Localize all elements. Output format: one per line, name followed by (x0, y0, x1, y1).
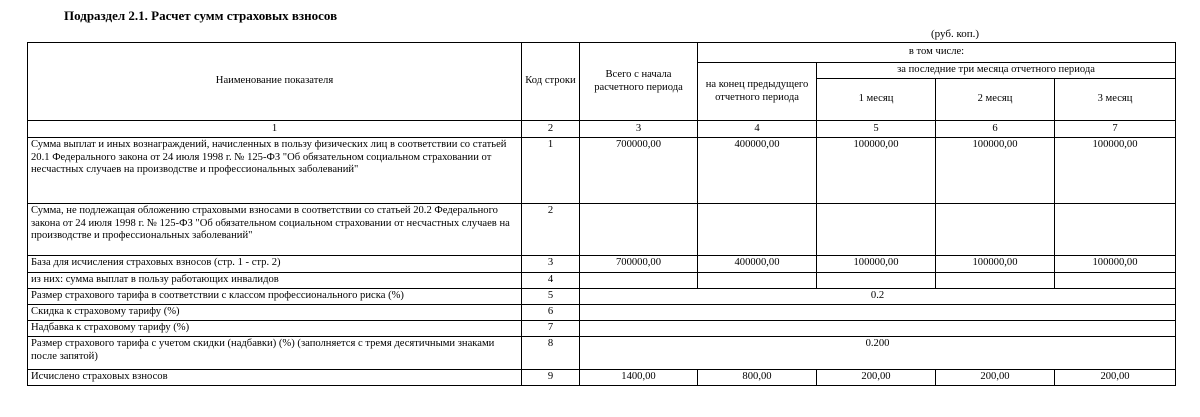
header-code: Код строки (522, 43, 580, 121)
row-name: Размер страхового тарифа с учетом скидки (надбавки) (%) (заполняется с тремя десятичными знаками после запятой) (28, 337, 522, 370)
table-row (28, 305, 1176, 321)
header-total: Всего с начала расчетного периода (580, 43, 698, 121)
row-month-1: 200,00 (817, 370, 936, 386)
table-row (28, 289, 1176, 305)
row-code: 5 (522, 289, 580, 305)
row-code: 4 (522, 273, 580, 289)
row-name: Скидка к страховому тарифу (%) (28, 305, 522, 321)
row-month-3: 200,00 (1055, 370, 1176, 386)
row-month-1: 100000,00 (817, 256, 936, 273)
row-name: Размер страхового тарифа в соответствии с классом профессионального риска (%) (28, 289, 522, 305)
row-name: Надбавка к страховому тарифу (%) (28, 321, 522, 337)
row-month-3: 100000,00 (1055, 138, 1176, 204)
row-prev: 400000,00 (698, 138, 817, 204)
row-total (580, 273, 698, 289)
col-number: 1 (28, 121, 522, 138)
section-title: Подраздел 2.1. Расчет сумм страховых взносов (64, 8, 338, 23)
row-month-3 (1055, 273, 1176, 289)
row-total: 700000,00 (580, 138, 698, 204)
header-including: в том числе: (698, 43, 1176, 63)
row-prev (698, 273, 817, 289)
contributions-table (27, 42, 1176, 386)
row-prev (698, 204, 817, 256)
col-number: 2 (522, 121, 580, 138)
row-code: 2 (522, 204, 580, 256)
row-month-1: 100000,00 (817, 138, 936, 204)
row-month-2 (936, 273, 1055, 289)
header-month-2: 2 месяц (936, 79, 1055, 121)
row-merged-value (580, 305, 1176, 321)
row-code: 9 (522, 370, 580, 386)
row-merged-value (580, 321, 1176, 337)
col-number: 4 (698, 121, 817, 138)
table-row (28, 273, 1176, 289)
row-month-2 (936, 204, 1055, 256)
row-month-1 (817, 204, 936, 256)
col-number: 7 (1055, 121, 1176, 138)
table-row (28, 321, 1176, 337)
row-name: Сумма, не подлежащая обложению страховыми взносами в соответствии со статьей 20.2 Федерального закона от 24 июля 1998 г. № 125-ФЗ "Об обязательном социальном страховании от несчастных случаев на производстве и профессиональных заболеваний" (28, 204, 522, 256)
header-month-1: 1 месяц (817, 79, 936, 121)
row-total: 1400,00 (580, 370, 698, 386)
row-name: Сумма выплат и иных вознаграждений, начисленных в пользу физических лиц в соответствии со статьей 20.1 Федерального закона от 24 июля 1998 г. № 125-ФЗ "Об обязательном социальном страховании от несчастных случаев на производстве и профессиональных заболеваний" (28, 138, 522, 204)
row-month-3: 100000,00 (1055, 256, 1176, 273)
table-row (28, 204, 1176, 256)
row-code: 6 (522, 305, 580, 321)
col-number: 5 (817, 121, 936, 138)
table-row (28, 370, 1176, 386)
row-merged-value: 0.200 (580, 337, 1176, 370)
row-prev: 800,00 (698, 370, 817, 386)
unit-label: (руб. коп.) (931, 28, 980, 40)
row-code: 1 (522, 138, 580, 204)
row-month-2: 100000,00 (936, 138, 1055, 204)
row-total: 700000,00 (580, 256, 698, 273)
row-name: База для исчисления страховых взносов (стр. 1 - стр. 2) (28, 256, 522, 273)
table-row (28, 337, 1176, 370)
row-name: Исчислено страховых взносов (28, 370, 522, 386)
row-name: из них: сумма выплат в пользу работающих инвалидов (28, 273, 522, 289)
col-number: 3 (580, 121, 698, 138)
table-row (28, 138, 1176, 204)
row-month-1 (817, 273, 936, 289)
row-code: 8 (522, 337, 580, 370)
col-number: 6 (936, 121, 1055, 138)
row-code: 7 (522, 321, 580, 337)
row-code: 3 (522, 256, 580, 273)
header-last-three: за последние три месяца отчетного периода (817, 63, 1176, 79)
row-month-2: 200,00 (936, 370, 1055, 386)
row-merged-value: 0.2 (580, 289, 1176, 305)
row-month-3 (1055, 204, 1176, 256)
row-total (580, 204, 698, 256)
header-prev-end: на конец предыдущего отчетного периода (698, 63, 817, 121)
header-name: Наименование показателя (28, 43, 522, 121)
header-month-3: 3 месяц (1055, 79, 1176, 121)
table-row (28, 256, 1176, 273)
row-prev: 400000,00 (698, 256, 817, 273)
row-month-2: 100000,00 (936, 256, 1055, 273)
